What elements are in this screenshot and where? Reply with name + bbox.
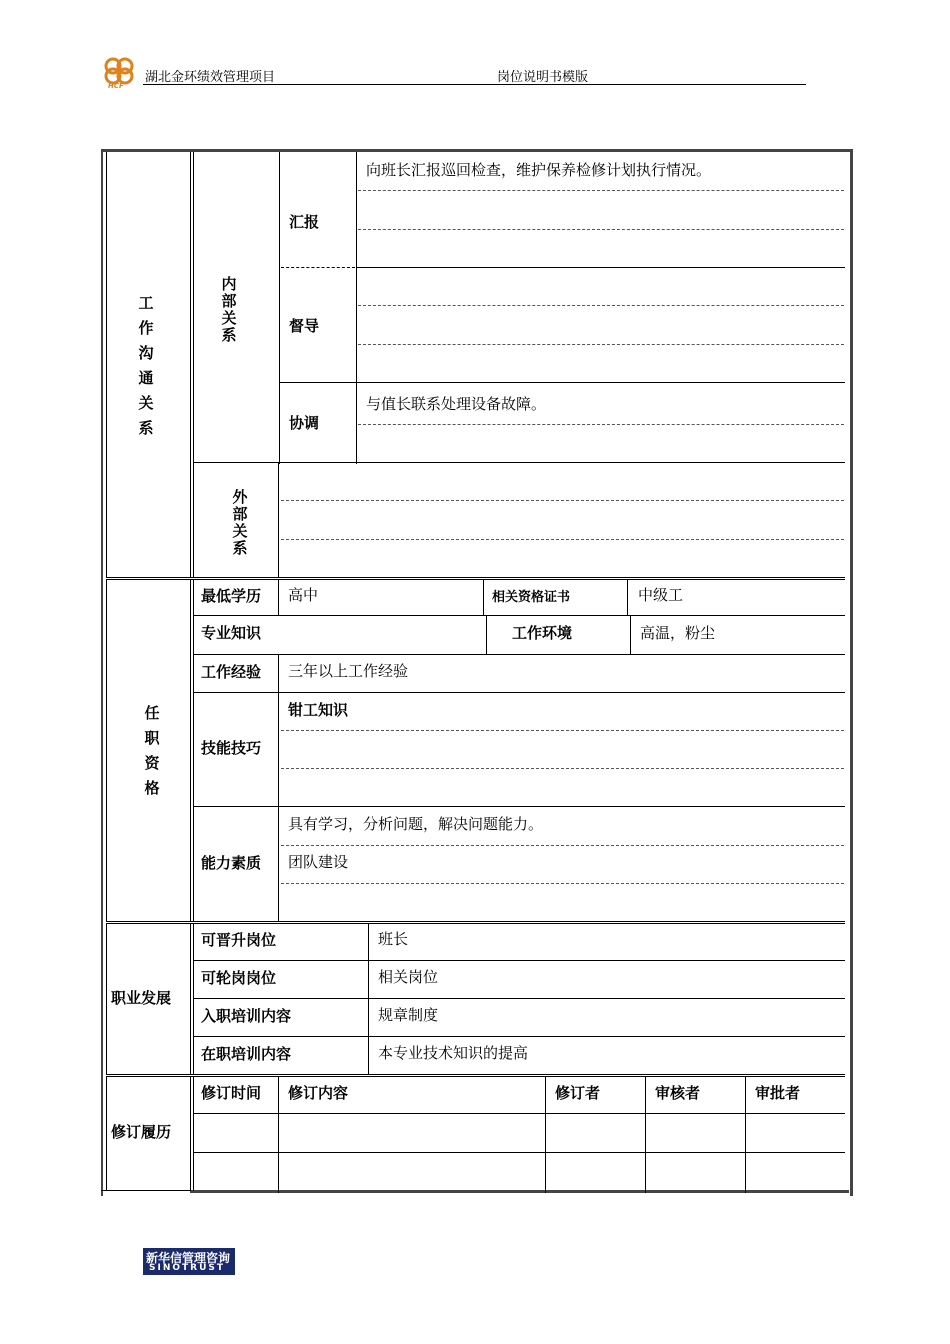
- inservice-label: 在职培训内容: [201, 1045, 292, 1063]
- qualification-section-label: 任 职 资 格: [144, 704, 160, 797]
- promote-value: 班长: [378, 930, 409, 948]
- table-bottom-left: [101, 1190, 191, 1191]
- education-value: 高中: [288, 586, 319, 604]
- cert-value: 中级工: [638, 586, 684, 604]
- env-label: 工作环境: [512, 624, 573, 642]
- revision-col-auditor: 审核者: [655, 1084, 701, 1102]
- revision-col-approver: 审批者: [755, 1084, 801, 1102]
- report-label: 汇报: [289, 213, 320, 231]
- onboard-label: 入职培训内容: [201, 1007, 292, 1025]
- logo-text: HCF: [108, 82, 124, 90]
- rotate-label: 可轮岗岗位: [201, 969, 277, 987]
- revision-col-time: 修订时间: [201, 1084, 262, 1102]
- education-label: 最低学历: [201, 587, 262, 605]
- knowledge-label: 专业知识: [201, 624, 262, 642]
- promote-label: 可晋升岗位: [201, 931, 277, 949]
- career-section-label: 职业发展: [111, 989, 172, 1007]
- cert-label: 相关资格证书: [492, 590, 571, 605]
- revision-col-reviser: 修订者: [555, 1084, 601, 1102]
- header-rule: [143, 84, 806, 85]
- coordinate-text: 与值长联系处理设备故障。: [366, 395, 547, 413]
- rotate-value: 相关岗位: [378, 968, 439, 986]
- communication-section-label: 工 作 沟 通 关 系: [138, 294, 154, 437]
- ability-value-2: 团队建设: [288, 853, 349, 871]
- ability-label: 能力素质: [201, 854, 262, 872]
- footer-logo-en: SINOTRUST: [149, 1263, 226, 1273]
- inservice-value: 本专业技术知识的提高: [378, 1044, 529, 1062]
- onboard-value: 规章制度: [378, 1006, 439, 1024]
- report-text: 向班长汇报巡回检查，维护保养检修计划执行情况。: [366, 161, 712, 179]
- table-bottom: [190, 1190, 849, 1193]
- company-logo: [101, 54, 137, 90]
- skills-value: 钳工知识: [288, 701, 349, 719]
- doc-title: 岗位说明书模版: [497, 70, 589, 85]
- external-relations-label: 外 部 关 系: [232, 488, 248, 557]
- experience-value: 三年以上工作经验: [288, 662, 409, 680]
- revision-col-content: 修订内容: [288, 1084, 349, 1102]
- coordinate-label: 协调: [289, 414, 320, 432]
- env-value: 高温，粉尘: [640, 624, 716, 642]
- internal-relations-label: 内 部 关 系: [221, 275, 237, 344]
- ability-value-1: 具有学习，分析问题，解决问题能力。: [288, 815, 544, 833]
- project-title: 湖北金环绩效管理项目: [145, 70, 276, 85]
- footer-logo: [143, 1248, 235, 1275]
- revision-section-label: 修订履历: [111, 1123, 172, 1141]
- experience-label: 工作经验: [201, 663, 262, 681]
- supervise-label: 督导: [289, 317, 320, 335]
- skills-label: 技能技巧: [201, 739, 262, 757]
- footer-logo-cn: 新华信管理咨询: [146, 1251, 231, 1265]
